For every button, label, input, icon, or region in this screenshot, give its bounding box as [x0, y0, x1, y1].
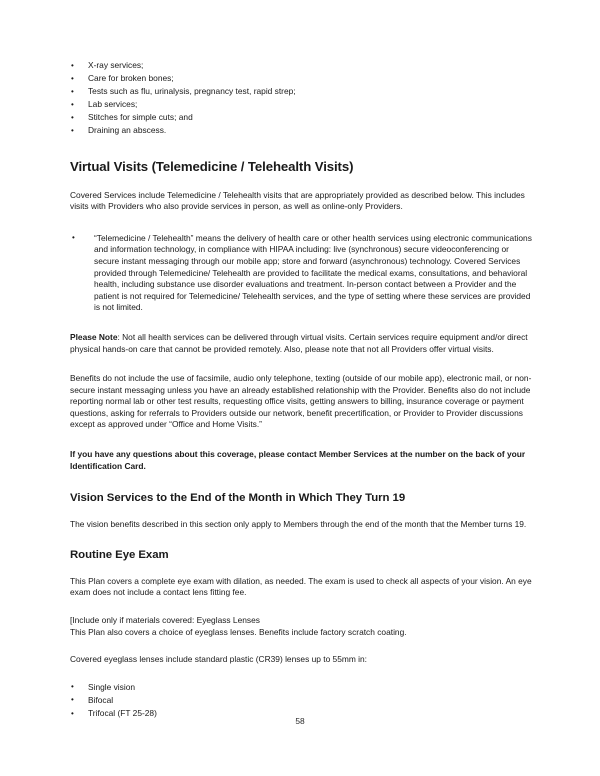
spacer	[70, 562, 532, 576]
list-item-text: Bifocal	[88, 694, 114, 705]
list-item	[70, 682, 532, 694]
please-note-paragraph	[70, 332, 532, 355]
list-item	[70, 233, 532, 314]
section-heading-routine-eye-exam: Routine Eye Exam	[70, 548, 169, 561]
spacer	[70, 638, 532, 654]
list-item-text: Care for broken bones;	[88, 73, 174, 84]
list-item-text: Single vision	[88, 681, 136, 692]
list-item	[70, 60, 532, 72]
list-item-text: Trifocal (FT 25-28)	[88, 708, 157, 718]
routine-eye-exam-paragraph-3: Covered eyeglass lenses include standard plastic (CR39) lenses up to 55mm in:	[70, 654, 367, 665]
benefits-exclusions-paragraph: Benefits do not include the use of facsimile, audio only telephone, texting (outside of our mobile app), electronic mail, or non-secure instant messaging unless you have an already established relationship with the Provider. Benefits also do not include reporting normal lab or other test results, requesting office visits, getting answers to billing, insurance coverage or payment questions, asking for referrals to Providers outside our network, benefit precertification, or Provider to Provider discussions except as approved under “Office and Home Visits.”	[70, 373, 532, 430]
list-item	[70, 112, 532, 124]
list-item-text: Lab services;	[88, 99, 138, 110]
section-heading-vision-services: Vision Services to the End of the Month in Which They Turn 19	[70, 492, 406, 505]
virtual-visits-intro: Covered Services include Telemedicine / Telehealth visits that are appropriately provided as described below. This includes visits with Providers who also provide services in person, as well as online-only Providers.	[70, 189, 525, 212]
list-item-text: “Telemedicine / Telehealth” means the delivery of health care or other health services using electronic communications and information technology, in compliance with HIPAA including: live (synchronous) secure videoconferencing or secure instant messaging through our mobile app; store and forward (asynchronous) technology. Covered Services provided through Telemedicine/ Telehealth are provided to facilitate the medical exams, consultations, and behavioral health, including substance use disorder evaluations and treatment. In-person contact between a Provider and the patient is not required for Telemedicine/ Telehealth services, and the type of setting where these services are provided is not limited.	[94, 232, 532, 313]
section-heading-virtual-visits: Virtual Visits (Telemedicine / Telehealth Visits)	[70, 158, 354, 174]
page-number: 58	[295, 716, 305, 726]
list-item	[70, 99, 532, 111]
spacer	[70, 472, 532, 492]
spacer	[70, 599, 532, 615]
spacer	[70, 213, 532, 233]
vision-services-body: The vision benefits described in this section only apply to Members through the end of the month that the Member turns 19.	[70, 519, 527, 530]
telemedicine-definition-list	[70, 233, 532, 314]
materials-bracket-line: [Include only if materials covered: Eyeglass Lenses	[70, 615, 260, 626]
please-note-label: Please Note	[70, 331, 118, 342]
page-content	[70, 60, 532, 721]
list-item	[70, 73, 532, 85]
spacer	[70, 666, 532, 682]
covered-services-list	[70, 60, 532, 137]
list-item	[70, 86, 532, 98]
lens-types-list	[70, 682, 532, 720]
routine-eye-exam-paragraph-2: This Plan also covers a choice of eyeglass lenses. Benefits include factory scratch coating.	[70, 626, 407, 637]
list-item-text: Tests such as flu, urinalysis, pregnancy test, rapid strep;	[88, 86, 296, 97]
spacer	[70, 431, 532, 449]
list-item	[70, 125, 532, 137]
spacer	[70, 139, 532, 159]
please-note-body: : Not all health services can be delivered through virtual visits. Certain services require equipment and/or direct physical hands-on care that cannot be provided remotely. Also, please note that not all Providers offer virtual visits.	[70, 331, 528, 354]
member-services-contact-notice: If you have any questions about this coverage, please contact Member Services at the number on the back of your Identification Card.	[70, 449, 526, 471]
list-item-text: Stitches for simple cuts; and	[88, 112, 193, 123]
spacer	[70, 314, 532, 332]
list-item-text: Draining an abscess.	[88, 125, 167, 136]
spacer	[70, 174, 532, 190]
spacer	[70, 355, 532, 373]
spacer	[70, 531, 532, 549]
list-item	[70, 695, 532, 707]
list-item-text: X-ray services;	[88, 60, 144, 70]
routine-eye-exam-paragraph-1: This Plan covers a complete eye exam with dilation, as needed. The exam is used to check all aspects of your vision. An eye exam does not include a contact lens fitting fee.	[70, 575, 532, 598]
spacer	[70, 505, 532, 519]
